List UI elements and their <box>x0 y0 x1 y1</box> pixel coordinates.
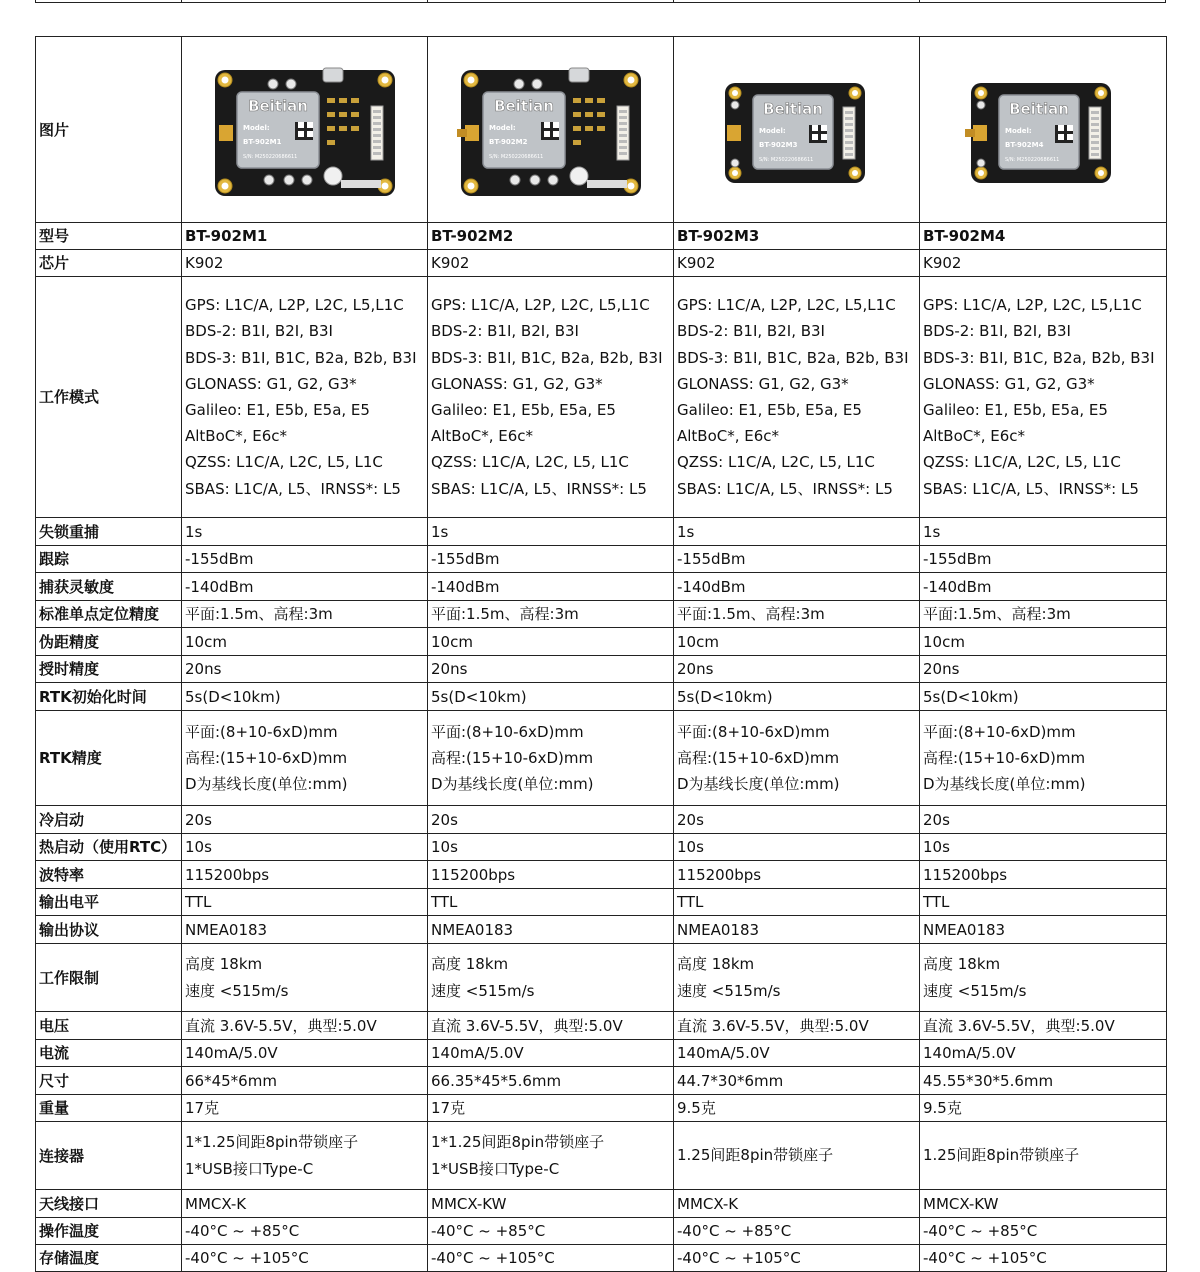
brand-logo: Beitian <box>763 99 823 118</box>
cell-limits-2 <box>428 944 674 1012</box>
product-image-1 <box>182 38 428 222</box>
cell-rtkacc-4 <box>920 711 1167 806</box>
row-image <box>36 37 1167 223</box>
cell-modes-2 <box>428 277 674 518</box>
brand-logo: Beitian <box>1009 99 1069 118</box>
cell-size-4: 45.55*30*5.6mm <box>920 1067 1167 1095</box>
module-model-label: Model: <box>759 126 786 135</box>
cell-size-1: 66*45*6mm <box>182 1067 428 1095</box>
modes-line: GLONASS: G1, G2, G3* <box>923 374 1095 393</box>
connector-line: 1*1.25间距8pin带锁座子 <box>185 1133 359 1152</box>
cell-acq-3: -140dBm <box>674 573 920 601</box>
module-model: BT-902M1 <box>243 137 282 146</box>
cell-timing-3: 20ns <box>674 656 920 683</box>
modes-line: GLONASS: G1, G2, G3* <box>185 374 357 393</box>
cell-sttemp-3: -40°C ~ +105°C <box>674 1245 920 1272</box>
module-model: BT-902M3 <box>759 140 798 149</box>
row-label-cold: 冷启动 <box>36 806 182 834</box>
modes-line: GPS: L1C/A, L2P, L2C, L5,L1C <box>185 296 404 315</box>
cell-model-4: BT-902M4 <box>920 223 1167 250</box>
rtkacc-line: 平面:(8+10-6xD)mm <box>431 722 584 741</box>
row-label-model: 型号 <box>36 223 182 250</box>
module-serial: S/N: M250220686611 <box>489 153 544 160</box>
led <box>268 79 278 89</box>
row-protocol <box>36 916 1167 944</box>
row-label-timing: 授时精度 <box>36 656 182 683</box>
cell-image-3 <box>674 37 920 223</box>
cell-acq-2: -140dBm <box>428 573 674 601</box>
cell-protocol-1: NMEA0183 <box>182 916 428 944</box>
cell-tracking-1: -155dBm <box>182 546 428 573</box>
row-size <box>36 1067 1167 1095</box>
modes-line: QZSS: L1C/A, L2C, L5, L1C <box>185 453 383 472</box>
cell-antenna-4: MMCX-KW <box>920 1190 1167 1218</box>
cell-antenna-2: MMCX-KW <box>428 1190 674 1218</box>
cell-baud-1: 115200bps <box>182 861 428 889</box>
row-label-chip: 芯片 <box>36 250 182 277</box>
cell-rtkinit-2: 5s(D<10km) <box>428 683 674 711</box>
module-model-label: Model: <box>489 123 516 132</box>
cell-baud-3: 115200bps <box>674 861 920 889</box>
cell-tracking-4: -155dBm <box>920 546 1167 573</box>
battery <box>324 167 342 185</box>
row-label-acq: 捕获灵敏度 <box>36 573 182 601</box>
modes-line: AltBoC*, E6c* <box>185 427 288 446</box>
limits-line: 高度 18km <box>677 955 755 974</box>
led <box>548 175 558 185</box>
row-weight <box>36 1095 1167 1122</box>
cell-modes-3 <box>674 277 920 518</box>
cell-level-2: TTL <box>428 889 674 916</box>
usb-c-port <box>569 68 589 82</box>
module-model: BT-902M4 <box>1005 140 1044 149</box>
row-baud <box>36 861 1167 889</box>
led <box>532 79 542 89</box>
rtkacc-line: 高程:(15+10-6xD)mm <box>431 748 594 767</box>
cell-optemp-4: -40°C ~ +85°C <box>920 1218 1167 1245</box>
modes-line: QZSS: L1C/A, L2C, L5, L1C <box>677 453 875 472</box>
rtkacc-line: 平面:(8+10-6xD)mm <box>923 722 1076 741</box>
row-label-protocol: 输出协议 <box>36 916 182 944</box>
cell-rtkinit-4: 5s(D<10km) <box>920 683 1167 711</box>
row-voltage <box>36 1012 1167 1040</box>
previous-table-edge <box>35 0 1166 3</box>
cell-rtkinit-1: 5s(D<10km) <box>182 683 428 711</box>
cell-voltage-1: 直流 3.6V-5.5V，典型:5.0V <box>182 1012 428 1040</box>
row-reacq <box>36 518 1167 546</box>
limits-line: 高度 18km <box>431 955 509 974</box>
row-label-size: 尺寸 <box>36 1067 182 1095</box>
row-antenna <box>36 1190 1167 1218</box>
cell-acq-4: -140dBm <box>920 573 1167 601</box>
cell-cold-2: 20s <box>428 806 674 834</box>
cell-optemp-2: -40°C ~ +85°C <box>428 1218 674 1245</box>
cell-antenna-1: MMCX-K <box>182 1190 428 1218</box>
brand-logo: Beitian <box>248 96 308 115</box>
limits-line: 速度 <515m/s <box>431 981 535 1000</box>
modes-line: QZSS: L1C/A, L2C, L5, L1C <box>431 453 629 472</box>
module-model: BT-902M2 <box>489 137 528 146</box>
cell-acq-1: -140dBm <box>182 573 428 601</box>
cell-voltage-4: 直流 3.6V-5.5V，典型:5.0V <box>920 1012 1167 1040</box>
cell-pseudo-3: 10cm <box>674 628 920 656</box>
bottom-header <box>341 180 381 188</box>
connector-line: 1.25间距8pin带锁座子 <box>677 1146 834 1165</box>
limits-line: 高度 18km <box>185 955 263 974</box>
row-rtkacc <box>36 711 1167 806</box>
limits-line: 速度 <515m/s <box>185 981 289 1000</box>
rtkacc-line: D为基线长度(单位:mm) <box>185 775 348 794</box>
modes-line: QZSS: L1C/A, L2C, L5, L1C <box>923 453 1121 472</box>
led <box>514 79 524 89</box>
cell-size-3: 44.7*30*6mm <box>674 1067 920 1095</box>
cell-image-2 <box>428 37 674 223</box>
modes-line: BDS-3: B1I, B1C, B2a, B2b, B3I <box>431 348 663 367</box>
cell-protocol-3: NMEA0183 <box>674 916 920 944</box>
cell-pseudo-4: 10cm <box>920 628 1167 656</box>
connector-line: 1*USB接口Type-C <box>431 1159 560 1178</box>
cell-limits-3 <box>674 944 920 1012</box>
rtkacc-line: 平面:(8+10-6xD)mm <box>185 722 338 741</box>
cell-optemp-3: -40°C ~ +85°C <box>674 1218 920 1245</box>
module-serial: S/N: M250220686611 <box>759 156 814 163</box>
cell-sttemp-4: -40°C ~ +105°C <box>920 1245 1167 1272</box>
module-model-label: Model: <box>243 123 270 132</box>
row-chip <box>36 250 1167 277</box>
cell-reacq-4: 1s <box>920 518 1167 546</box>
cell-model-1: BT-902M1 <box>182 223 428 250</box>
cell-size-2: 66.35*45*5.6mm <box>428 1067 674 1095</box>
cell-pseudo-1: 10cm <box>182 628 428 656</box>
rtkacc-line: 平面:(8+10-6xD)mm <box>677 722 830 741</box>
rtkacc-line: D为基线长度(单位:mm) <box>923 775 1086 794</box>
cell-weight-3: 9.5克 <box>674 1095 920 1122</box>
cell-image-1 <box>182 37 428 223</box>
cell-chip-2: K902 <box>428 250 674 277</box>
connector-line: 1*1.25间距8pin带锁座子 <box>431 1133 605 1152</box>
led <box>731 101 739 109</box>
cell-baud-4: 115200bps <box>920 861 1167 889</box>
cell-hot-3: 10s <box>674 834 920 861</box>
cell-reacq-3: 1s <box>674 518 920 546</box>
modes-line: Galileo: E1, E5b, E5a, E5 <box>923 401 1108 419</box>
cell-timing-1: 20ns <box>182 656 428 683</box>
cell-current-2: 140mA/5.0V <box>428 1040 674 1067</box>
led <box>530 175 540 185</box>
cell-connector-4 <box>920 1122 1167 1190</box>
cell-hot-1: 10s <box>182 834 428 861</box>
cell-rtkinit-3: 5s(D<10km) <box>674 683 920 711</box>
cell-current-4: 140mA/5.0V <box>920 1040 1167 1067</box>
row-label-limits: 工作限制 <box>36 944 182 1012</box>
cell-voltage-3: 直流 3.6V-5.5V，典型:5.0V <box>674 1012 920 1040</box>
pin-connector <box>617 106 629 160</box>
led <box>731 159 739 167</box>
cell-limits-1 <box>182 944 428 1012</box>
row-acq <box>36 573 1167 601</box>
antenna-connector <box>219 125 233 141</box>
row-label-optemp: 操作温度 <box>36 1218 182 1245</box>
rtkacc-line: 高程:(15+10-6xD)mm <box>185 748 348 767</box>
led <box>286 79 296 89</box>
row-rtkinit <box>36 683 1167 711</box>
module-serial: S/N: M250220686611 <box>1005 156 1060 163</box>
pin-connector <box>1089 107 1101 159</box>
modes-line: BDS-3: B1I, B1C, B2a, B2b, B3I <box>677 348 909 367</box>
rtkacc-line: D为基线长度(单位:mm) <box>431 775 594 794</box>
cell-rtkacc-3 <box>674 711 920 806</box>
modes-line: GPS: L1C/A, L2P, L2C, L5,L1C <box>923 296 1142 315</box>
connector-line: 1*USB接口Type-C <box>185 1159 314 1178</box>
row-modes <box>36 277 1167 518</box>
row-connector <box>36 1122 1167 1190</box>
modes-line: GLONASS: G1, G2, G3* <box>677 374 849 393</box>
row-cold <box>36 806 1167 834</box>
pin-connector <box>371 106 383 160</box>
cell-chip-4: K902 <box>920 250 1167 277</box>
cell-spp-2: 平面:1.5m、高程:3m <box>428 601 674 628</box>
battery <box>570 167 588 185</box>
cell-connector-1 <box>182 1122 428 1190</box>
modes-line: BDS-3: B1I, B1C, B2a, B2b, B3I <box>185 348 417 367</box>
row-model <box>36 223 1167 250</box>
cell-level-4: TTL <box>920 889 1167 916</box>
rtkacc-line: 高程:(15+10-6xD)mm <box>677 748 840 767</box>
row-label-rtkinit: RTK初始化时间 <box>36 683 182 711</box>
row-label-spp: 标准单点定位精度 <box>36 601 182 628</box>
row-label-weight: 重量 <box>36 1095 182 1122</box>
cell-rtkacc-2 <box>428 711 674 806</box>
cell-rtkacc-1 <box>182 711 428 806</box>
cell-model-2: BT-902M2 <box>428 223 674 250</box>
module-model-label: Model: <box>1005 126 1032 135</box>
spec-table <box>35 36 1167 1272</box>
cell-protocol-2: NMEA0183 <box>428 916 674 944</box>
row-hot <box>36 834 1167 861</box>
led <box>302 175 312 185</box>
cell-image-4 <box>920 37 1167 223</box>
row-label-tracking: 跟踪 <box>36 546 182 573</box>
modes-line: BDS-2: B1I, B2I, B3I <box>923 322 1071 341</box>
cell-chip-3: K902 <box>674 250 920 277</box>
cell-cold-4: 20s <box>920 806 1167 834</box>
led <box>264 175 274 185</box>
modes-line: BDS-2: B1I, B2I, B3I <box>677 322 825 341</box>
modes-line: GLONASS: G1, G2, G3* <box>431 374 603 393</box>
cell-protocol-4: NMEA0183 <box>920 916 1167 944</box>
row-timing <box>36 656 1167 683</box>
modes-line: AltBoC*, E6c* <box>923 427 1026 446</box>
cell-chip-1: K902 <box>182 250 428 277</box>
cell-tracking-3: -155dBm <box>674 546 920 573</box>
limits-line: 速度 <515m/s <box>677 981 781 1000</box>
product-image-2 <box>428 38 674 222</box>
cell-connector-2 <box>428 1122 674 1190</box>
led <box>977 159 985 167</box>
cell-spp-1: 平面:1.5m、高程:3m <box>182 601 428 628</box>
modes-line: AltBoC*, E6c* <box>431 427 534 446</box>
cell-model-3: BT-902M3 <box>674 223 920 250</box>
cell-weight-4: 9.5克 <box>920 1095 1167 1122</box>
row-label-connector: 连接器 <box>36 1122 182 1190</box>
row-label-level: 输出电平 <box>36 889 182 916</box>
row-spp <box>36 601 1167 628</box>
cell-spp-4: 平面:1.5m、高程:3m <box>920 601 1167 628</box>
modes-line: SBAS: L1C/A, L5、IRNSS*: L5 <box>923 479 1139 498</box>
led <box>977 101 985 109</box>
modes-line: GPS: L1C/A, L2P, L2C, L5,L1C <box>431 296 650 315</box>
row-tracking <box>36 546 1167 573</box>
row-optemp <box>36 1218 1167 1245</box>
cell-spp-3: 平面:1.5m、高程:3m <box>674 601 920 628</box>
limits-line: 高度 18km <box>923 955 1001 974</box>
row-limits <box>36 944 1167 1012</box>
led <box>510 175 520 185</box>
cell-cold-3: 20s <box>674 806 920 834</box>
cell-sttemp-2: -40°C ~ +105°C <box>428 1245 674 1272</box>
cell-weight-1: 17克 <box>182 1095 428 1122</box>
connector-line: 1.25间距8pin带锁座子 <box>923 1146 1080 1165</box>
cell-modes-4 <box>920 277 1167 518</box>
row-level <box>36 889 1167 916</box>
row-sttemp <box>36 1245 1167 1272</box>
modes-line: BDS-2: B1I, B2I, B3I <box>431 322 579 341</box>
module-serial: S/N: M250220686611 <box>243 153 298 160</box>
limits-line: 速度 <515m/s <box>923 981 1027 1000</box>
row-current <box>36 1040 1167 1067</box>
modes-line: Galileo: E1, E5b, E5a, E5 <box>431 401 616 419</box>
cell-hot-2: 10s <box>428 834 674 861</box>
row-label-voltage: 电压 <box>36 1012 182 1040</box>
cell-voltage-2: 直流 3.6V-5.5V，典型:5.0V <box>428 1012 674 1040</box>
cell-limits-4 <box>920 944 1167 1012</box>
modes-line: BDS-3: B1I, B1C, B2a, B2b, B3I <box>923 348 1155 367</box>
modes-line: SBAS: L1C/A, L5、IRNSS*: L5 <box>185 479 401 498</box>
row-label-baud: 波特率 <box>36 861 182 889</box>
cell-optemp-1: -40°C ~ +85°C <box>182 1218 428 1245</box>
cell-baud-2: 115200bps <box>428 861 674 889</box>
pin-connector <box>843 107 855 159</box>
antenna-connector <box>465 125 479 141</box>
rtkacc-line: 高程:(15+10-6xD)mm <box>923 748 1086 767</box>
modes-line: BDS-2: B1I, B2I, B3I <box>185 322 333 341</box>
cell-current-1: 140mA/5.0V <box>182 1040 428 1067</box>
antenna-connector <box>727 125 741 141</box>
modes-line: SBAS: L1C/A, L5、IRNSS*: L5 <box>677 479 893 498</box>
usb-c-port <box>323 68 343 82</box>
cell-sttemp-1: -40°C ~ +105°C <box>182 1245 428 1272</box>
cell-level-1: TTL <box>182 889 428 916</box>
row-label-modes: 工作模式 <box>36 277 182 518</box>
antenna-connector <box>973 125 987 141</box>
cell-current-3: 140mA/5.0V <box>674 1040 920 1067</box>
modes-line: Galileo: E1, E5b, E5a, E5 <box>677 401 862 419</box>
modes-line: GPS: L1C/A, L2P, L2C, L5,L1C <box>677 296 896 315</box>
product-image-4 <box>920 38 1166 222</box>
cell-timing-4: 20ns <box>920 656 1167 683</box>
row-label-antenna: 天线接口 <box>36 1190 182 1218</box>
bottom-header <box>587 180 627 188</box>
led <box>284 175 294 185</box>
cell-reacq-2: 1s <box>428 518 674 546</box>
row-label-current: 电流 <box>36 1040 182 1067</box>
modes-line: AltBoC*, E6c* <box>677 427 780 446</box>
row-label-image: 图片 <box>36 37 182 223</box>
cell-pseudo-2: 10cm <box>428 628 674 656</box>
cell-level-3: TTL <box>674 889 920 916</box>
row-label-hot: 热启动（使用RTC） <box>36 834 182 861</box>
modes-line: Galileo: E1, E5b, E5a, E5 <box>185 401 370 419</box>
rtkacc-line: D为基线长度(单位:mm) <box>677 775 840 794</box>
cell-cold-1: 20s <box>182 806 428 834</box>
product-image-3 <box>674 38 920 222</box>
cell-reacq-1: 1s <box>182 518 428 546</box>
row-pseudo <box>36 628 1167 656</box>
cell-weight-2: 17克 <box>428 1095 674 1122</box>
row-label-sttemp: 存储温度 <box>36 1245 182 1272</box>
brand-logo: Beitian <box>494 96 554 115</box>
cell-timing-2: 20ns <box>428 656 674 683</box>
row-label-pseudo: 伪距精度 <box>36 628 182 656</box>
cell-tracking-2: -155dBm <box>428 546 674 573</box>
cell-hot-4: 10s <box>920 834 1167 861</box>
cell-antenna-3: MMCX-K <box>674 1190 920 1218</box>
cell-modes-1 <box>182 277 428 518</box>
cell-connector-3 <box>674 1122 920 1190</box>
row-label-reacq: 失锁重捕 <box>36 518 182 546</box>
modes-line: SBAS: L1C/A, L5、IRNSS*: L5 <box>431 479 647 498</box>
row-label-rtkacc: RTK精度 <box>36 711 182 806</box>
